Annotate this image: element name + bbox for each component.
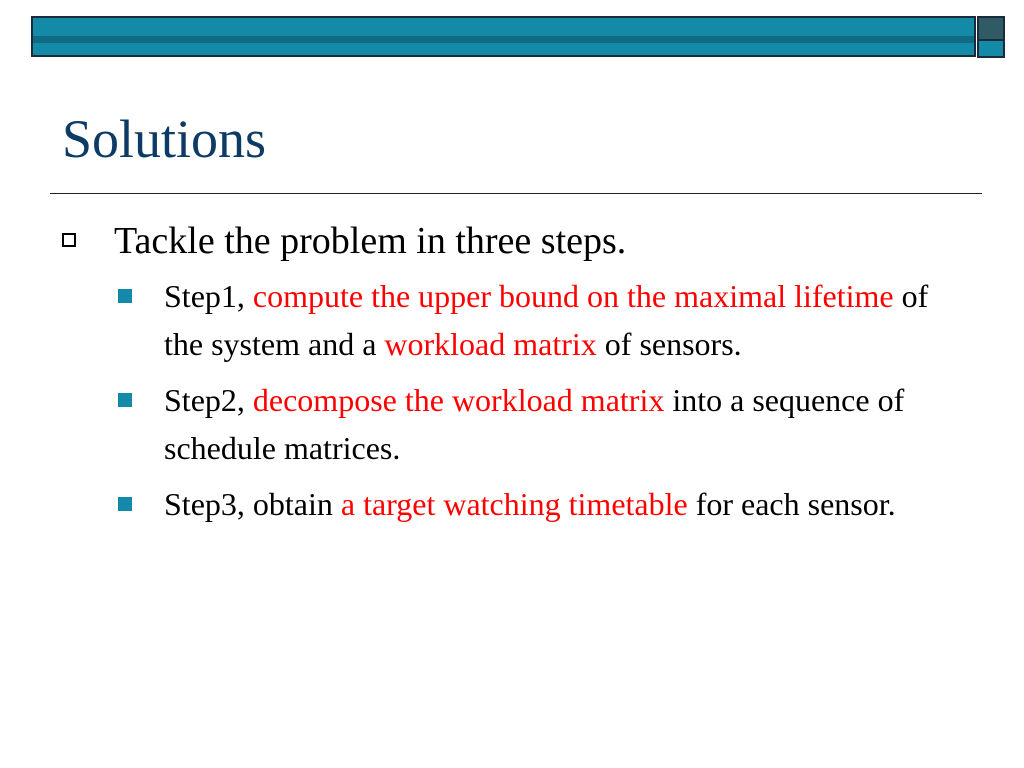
sub-bullet-list [62,272,962,528]
header-banner-corner-top [977,16,1005,41]
filled-square-bullet-icon [118,289,132,303]
step1-highlight-workload: workload matrix [384,326,597,362]
bullet-level1 [62,218,962,264]
slide-content [62,218,962,536]
step1-suffix: of sensors. [596,326,742,362]
step2-prefix: Step2, [164,382,253,418]
slide-title: Solutions [62,109,267,169]
step3-suffix: for each sensor. [687,486,896,522]
header-banner-corner-bottom [977,41,1005,58]
filled-square-bullet-icon [118,497,132,511]
filled-square-bullet-icon [118,393,132,407]
sub-bullet-step1 [62,272,962,368]
step3-highlight-timetable: a target watching timetable [340,486,688,522]
sub-bullet-step3 [62,480,962,528]
hollow-square-bullet-icon [62,233,76,247]
step2-highlight-decompose: decompose the workload matrix [252,382,665,418]
header-banner-stripe [33,36,974,43]
sub-bullet-step2 [62,376,962,472]
step1-middle: of the system and a [164,278,929,362]
step3-prefix: Step3, obtain [164,486,341,522]
title-divider [50,193,982,194]
bullet-level1-text: Tackle the problem in three steps. [114,220,627,262]
step1-highlight-lifetime: compute the upper bound on the maximal lifetime [252,278,894,314]
step2-suffix: into a sequence of schedule matrices. [164,382,905,466]
step1-prefix: Step1, [164,278,253,314]
